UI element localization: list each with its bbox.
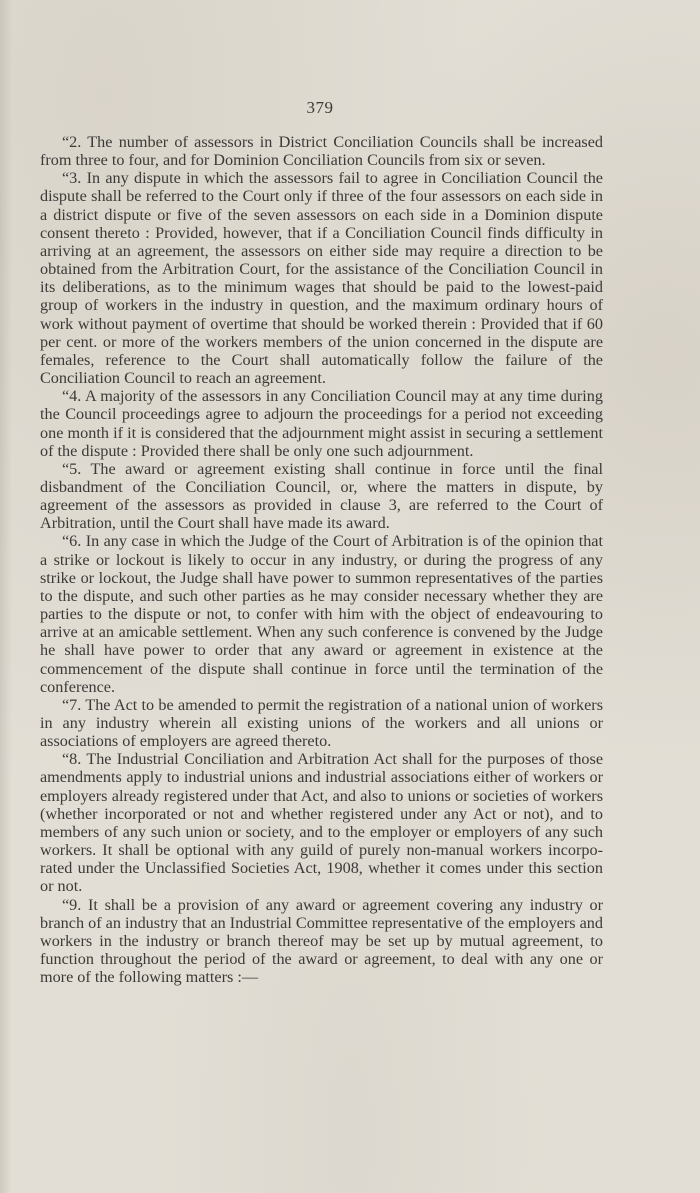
paragraph-clause-5: “5. The award or agreement existing shall continue in force until the final disbandment of the Conciliation Council, or, where the matters in dispute, by agreement of the assessors as provided in clause 3, are referred to the Court of Arbitration, until the Court shall have made its award. (40, 459, 603, 533)
paragraph-clause-3: “3. In any dispute in which the assessors fail to agree in Conciliation Council the dispute shall be referred to the Court only if three of the four assessors on each side in a district dispute or five of the seven assessors on each side in a Dominion dispute consent thereto : Provided, however, that if a Conciliation Council finds difficulty in arriving at an agreement, the assessors on either side may require a direction to be obtained from the Arbitration Court, for the assistance of the Conciliation Council in its deliberations, as to the minimum wages that should be paid to the lowest-paid group of workers in the industry in question, and the maximum ordinary hours of work without payment of overtime that should be worked therein : Provided that if 60 per cent. or more of the workers members of the union concerned in the dispute are females, reference to the Court shall automatically follow the failure of the Conciliation Council to reach an agreement. (40, 169, 603, 388)
body-text (40, 133, 603, 986)
paragraph-clause-8: “8. The Industrial Conciliation and Arbitration Act shall for the purposes of those amendments apply to industrial unions and industrial associations either of workers or employers already registered under that Act, and also to unions or societies of workers (whether incorporated or not and whether registered under any Act or not), and to members of any such union or society, and to the employer or employers of any such workers. It shall be optional with any guild of purely non-manual workers incorporated under the Unclassified Societies Act, 1908, whether it comes under this section or not. (40, 750, 603, 896)
paragraph-clause-9: “9. It shall be a provision of any award or agreement covering any industry or branch of an industry that an Industrial Committee representative of the employers and workers in the industry or branch thereof may be set up by mutual agreement, to function throughout the period of the award or agreement, to deal with any one or more of the following matters :— (40, 895, 603, 987)
page-number: 379 (306, 98, 334, 117)
page-edge-shadow (0, 0, 12, 1193)
paragraph-clause-6: “6. In any case in which the Judge of the Court of Arbitration is of the opinion that a strike or lockout is likely to occur in any industry, or during the progress of any strike or lockout, the Judge shall have power to summon representatives of the parties to the dispute, and such other parties as he may consider necessary whether they are parties to the dispute or not, to confer with him with the object of endeavouring to arrive at an amicable settlement. When any such conference is convened by the Judge he shall have power to order that any award or agreement in existence at the commencement of the dispute shall continue in force until the termination of the conference. (40, 532, 603, 696)
paragraph-clause-4: “4. A majority of the assessors in any Conciliation Council may at any time during the Council proceedings agree to adjourn the proceedings for a period not exceeding one month if it is considered that the adjournment might assist in securing a settlement of the dispute : Provided there shall be only one such adjournment. (40, 387, 603, 460)
paragraph-clause-7: “7. The Act to be amended to permit the registration of a national union of workers in any industry wherein all existing unions of the workers and all unions or associations of employers are agreed thereto. (40, 695, 603, 751)
paragraph-clause-2: “2. The number of assessors in District Conciliation Councils shall be increased from three to four, and for Dominion Conciliation Councils from six or seven. (40, 133, 603, 170)
